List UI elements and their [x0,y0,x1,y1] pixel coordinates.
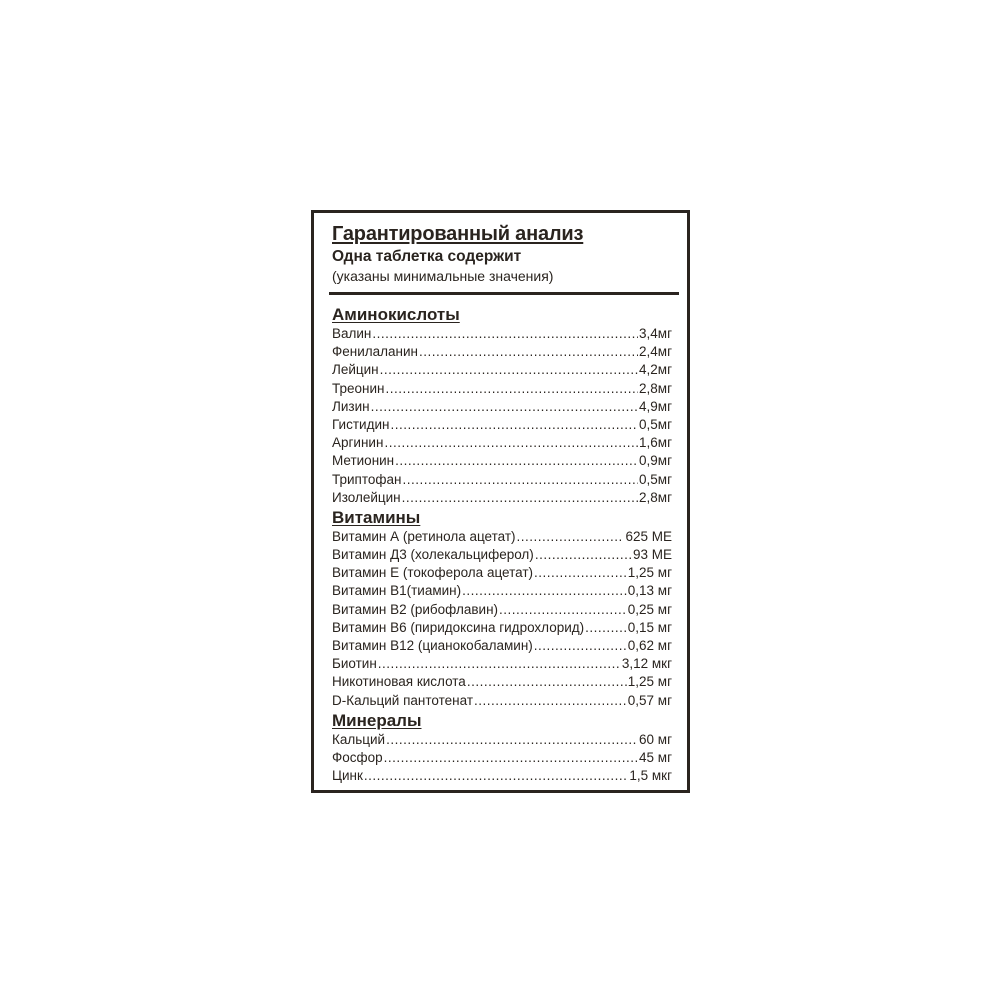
guaranteed-analysis-label [311,210,690,793]
nutrient-row [332,452,672,470]
nutrient-amount: 1,5 мкг [629,768,672,784]
dot-leader [534,564,627,582]
nutrient-row [332,380,672,398]
nutrient-name: Гистидин [332,416,390,432]
nutrient-amount: 3,4мг [639,326,672,341]
nutrient-row [332,692,672,710]
dot-leader [395,452,638,470]
nutrient-name: Кальций [332,731,386,747]
nutrient-row [332,325,672,343]
nutrient-amount: 2,4мг [639,344,672,360]
nutrient-row [332,582,672,600]
nutrient-amount: 0,5мг [639,471,672,487]
nutrient-amount: 60 мг [639,731,672,747]
nutrient-name: Никотиновая кислота [332,674,466,690]
dot-leader [378,655,621,673]
nutrient-row [332,471,672,489]
nutrient-name: Витамин В1(тиамин) [332,583,462,599]
nutrient-section [332,710,672,786]
nutrient-amount: 1,6мг [639,435,672,451]
nutrient-row [332,361,672,379]
nutrient-row [332,601,672,619]
nutrient-name: Витамин Е (токоферола ацетат) [332,565,534,581]
nutrient-name: Изолейцин [332,489,401,505]
nutrient-name: Метионин [332,453,395,469]
nutrient-amount: 45 мг [639,749,672,765]
nutrient-row [332,528,672,546]
nutrient-name: Витамин В2 (рибофлавин) [332,601,499,617]
nutrient-row [332,619,672,637]
nutrient-name: Витамин В6 (пиридоксина гидрохлорид) [332,619,585,635]
dot-leader [402,489,638,507]
dot-leader [385,380,638,398]
nutrient-amount: 0,5мг [639,416,672,432]
nutrient-amount: 4,2мг [639,362,672,378]
dot-leader [384,434,638,452]
dot-leader [467,673,627,691]
dot-leader [371,398,638,416]
nutrient-amount: 0,57 мг [627,692,672,708]
nutrient-amount: 4,9мг [639,398,672,414]
nutrient-amount: 0,62 мг [627,638,672,653]
nutrient-row [332,673,672,691]
nutrient-amount: 1,25 мг [627,674,672,690]
nutrient-section [332,507,672,710]
dot-leader [585,619,627,637]
nutrient-name: Биотин [332,656,377,672]
dot-leader [499,601,627,619]
nutrient-row [332,489,672,507]
dot-leader [380,361,638,379]
dot-leader [535,546,632,564]
dot-leader [364,767,628,785]
nutrient-name: Витамин Д3 (холекальциферол) [332,547,534,563]
nutrient-name: Фосфор [332,749,383,765]
dot-leader [386,731,638,749]
dot-leader [534,637,627,655]
nutrient-name: Цинк [332,768,363,784]
nutrient-row [332,731,672,749]
dot-leader [474,692,627,710]
nutrient-row [332,655,672,673]
dot-leader [517,528,625,546]
nutrient-name: Витамин А (ретинола ацетат) [332,528,516,544]
nutrient-amount: 0,25 мг [627,601,672,617]
nutrient-section [332,304,672,507]
nutrient-row [332,343,672,361]
nutrient-name: Триптофан [332,471,402,487]
dot-leader [384,749,638,767]
label-note: (указаны минимальные значения) [332,268,554,284]
nutrient-row [332,398,672,416]
nutrient-amount: 625 МЕ [625,528,672,544]
header-divider [329,292,679,295]
nutrient-row [332,546,672,564]
nutrient-amount: 3,12 мкг [621,656,672,672]
label-header [314,213,687,286]
nutrient-name: Валин [332,326,372,341]
section-title: Аминокислоты [332,305,460,324]
nutrient-amount: 2,8мг [639,380,672,396]
nutrient-name: Треонин [332,380,385,396]
dot-leader [419,343,638,361]
dot-leader [402,471,638,489]
nutrient-name: Лизин [332,398,370,414]
nutrient-row [332,637,672,655]
nutrient-amount: 93 МЕ [632,547,672,563]
nutrient-row [332,767,672,785]
dot-leader [390,416,638,434]
nutrient-name: D-Кальций пантотенат [332,692,473,708]
nutrient-name: Витамин В12 (цианокобаламин) [332,638,533,653]
nutrient-name: Фенилаланин [332,344,418,360]
nutrient-sections [332,304,672,785]
nutrient-row [332,434,672,452]
section-title: Минералы [332,710,422,730]
label-title: Гарантированный анализ [332,223,584,245]
nutrient-amount: 0,13 мг [627,583,672,599]
nutrient-amount: 1,25 мг [627,565,672,581]
nutrient-row [332,749,672,767]
nutrient-row [332,416,672,434]
nutrient-amount: 0,9мг [639,453,672,469]
dot-leader [372,325,638,343]
nutrient-name: Лейцин [332,362,379,378]
section-title: Витамины [332,507,421,527]
nutrient-row [332,564,672,582]
dot-leader [462,582,627,600]
nutrient-name: Аргинин [332,435,384,451]
label-subtitle: Одна таблетка содержит [332,248,522,265]
nutrient-amount: 2,8мг [639,489,672,505]
nutrient-amount: 0,15 мг [627,619,672,635]
